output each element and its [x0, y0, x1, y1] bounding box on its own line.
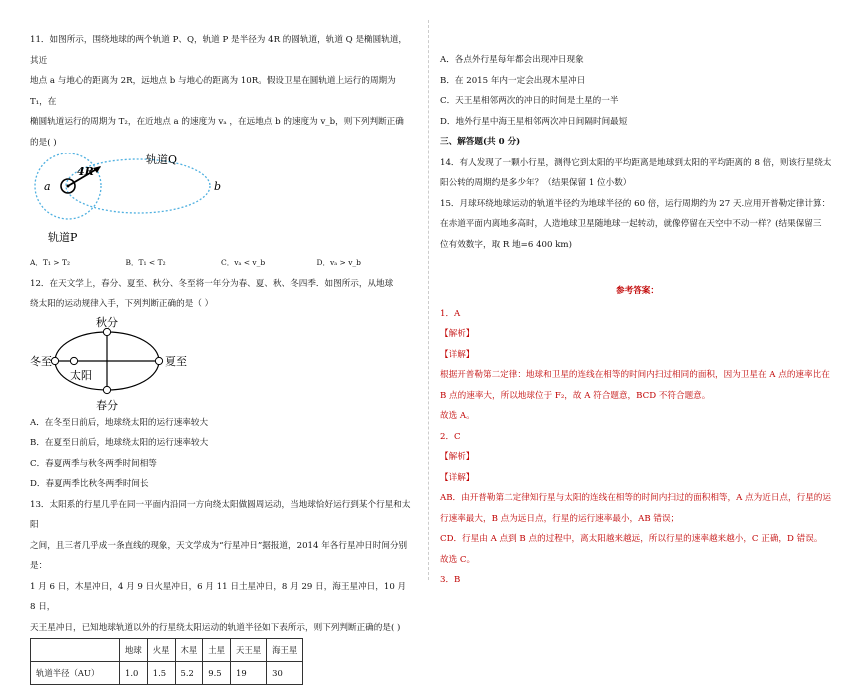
spring-label: 春分 [96, 398, 118, 412]
right-column [440, 0, 835, 591]
table-header-cell: 木星 [175, 639, 203, 662]
section-heading: 三、解答题(共 0 分) [440, 137, 521, 147]
answers-title: 参考答案： [616, 286, 659, 296]
q11-text-3: 椭圆轨道运行的周期为 T₂，在近地点 a 的速度为 vₐ ，在远地点 b 的速度为 v_b，则下列判断正确的是( ) [30, 117, 404, 148]
table-cell: 30 [267, 662, 303, 685]
q12-option-b[interactable]: B．在夏至日前后，地球绕太阳的运行速率较大 [30, 438, 209, 448]
spring-point-icon [103, 386, 110, 393]
q11-text-2: 地点 a 与地心的距离为 2R，远地点 b 与地心的距离为 10R。假设卫星在圆轨道上运行的周期为 T₁，在 [30, 76, 396, 107]
table-cell: 1.0 [120, 662, 148, 685]
q11-option-b[interactable]: B．T₁ < T₂ [125, 258, 166, 267]
orbit-diagram [30, 153, 412, 253]
q12-option-d[interactable]: D．春夏两季比秋冬两季时间长 [30, 479, 149, 489]
table-header-row [31, 639, 303, 662]
answer-3: 3．B [440, 575, 461, 585]
season-svg [30, 315, 230, 413]
orbit-q-label: 轨道Q [146, 153, 178, 166]
q14-text-1: 14．有人发现了一颗小行星，测得它到太阳的平均距离是地球到太阳的平均距离的 8 倍，则该行星绕太 [440, 157, 832, 168]
table-header-cell: 天王星 [231, 639, 267, 662]
winter-label: 冬至 [30, 354, 52, 368]
q11-text-1: 11．如图所示，围绕地球的两个轨道 P、Q，轨道 P 是半径为 4R 的圆轨道，轨道 Q 是椭圆轨道，其近 [30, 35, 408, 66]
answer-1-conclusion: 故选 A。 [440, 411, 475, 421]
table-cell: 5.2 [175, 662, 203, 685]
table-row [31, 662, 303, 685]
orbit-svg [30, 153, 230, 253]
answer-2-detail: 【详解】 [440, 472, 475, 483]
q11-option-d[interactable]: D．vₐ > v_b [316, 258, 361, 267]
q15-text-3: 位有效数字，取 R 地=6 400 km) [440, 239, 572, 250]
q11-option-c[interactable]: C．vₐ < v_b [221, 258, 266, 267]
q13-option-a[interactable]: A．各点外行星每年都会出现冲日现象 [440, 55, 584, 65]
answer-1-text-1: 根据开普勒第二定律：地球和卫星的连线在相等的时间内扫过相同的面积，因为卫星在 A 点的速率比在 [440, 370, 830, 380]
orbit-p-label: 轨道P [48, 231, 78, 244]
winter-point-icon [51, 357, 58, 364]
table-header-cell: 地球 [120, 639, 148, 662]
q12-text-2: 绕太阳的运动规律入手，下列判断正确的是（ ） [30, 299, 214, 309]
point-a-label: a [44, 180, 51, 193]
q13-text-1: 13．太阳系的行星几乎在同一平面内沿同一方向绕太阳做圆周运动，当地球恰好运行到某个行星和太阳 [30, 499, 411, 530]
sun-point-icon [70, 357, 77, 364]
planet-radius-table [30, 638, 303, 685]
table-cell: 19 [231, 662, 267, 685]
q13-text-2: 之间，且三者几乎成一条直线的现象，天文学成为“行星冲日”据报道，2014 年各行星冲日时间分别是： [30, 540, 408, 571]
answer-2-conclusion: 故选 C。 [440, 554, 476, 565]
answer-2-text-1: AB．由开普勒第二定律知行星与太阳的连线在相等的时间内扫过的面积相等，A 点为近日点，行星的运 [440, 493, 831, 503]
q13-option-c[interactable]: C．天王星相邻两次的冲日的时间是土星的一半 [440, 96, 619, 106]
q12-option-c[interactable]: C．春夏两季与秋冬两季时间相等 [30, 458, 157, 469]
answer-1-analysis: 【解析】 [440, 329, 475, 339]
answer-2-text-3: CD．行星由 A 点到 B 点的过程中，离太阳越来越远，所以行星的速率越来越小，C 正确，D 错误。 [440, 534, 823, 544]
autumn-point-icon [103, 328, 110, 335]
q13-option-d[interactable]: D．地外行星中海王星相邻两次冲日间隔时间最短 [440, 116, 628, 127]
q14-text-2: 阳公转的周期约是多少年？（结果保留 1 位小数） [440, 178, 632, 188]
answer-2-analysis: 【解析】 [440, 452, 475, 462]
table-row-label: 轨道半径（AU） [31, 662, 120, 685]
q15-text-2: 在赤道平面内离地多高时，人造地球卫星随地球一起转动，就像停留在天空中不动一样？(结果保留三 [440, 219, 822, 229]
q12-text-1: 12．在天文学上，春分、夏至、秋分、冬至将一年分为春、夏、秋、冬四季．如图所示，从地球 [30, 278, 394, 289]
answer-1-text-2: B 点的速率大，所以地球位于 F₂，故 A 符合题意，BCD 不符合题意。 [440, 390, 711, 401]
answer-2: 2．C [440, 431, 461, 442]
column-divider [428, 20, 429, 580]
q13-text-4: 天王星冲日，已知地球轨道以外的行星绕太阳运动的轨道半径如下表所示，则下列判断正确的是( ) [30, 622, 401, 633]
q11-option-a[interactable]: A．T₁ > T₂ [30, 258, 70, 267]
q11-options [30, 253, 412, 274]
summer-point-icon [155, 357, 162, 364]
q15-text-1: 15．月球环绕地球运动的轨道半径约为地球半径的 60 倍，运行周期约为 27 天.应用开普勒定律计算： [440, 198, 831, 209]
table-header-cell: 海王星 [267, 639, 303, 662]
summer-label: 夏至 [165, 354, 187, 368]
point-b-label: b [214, 180, 222, 193]
answer-1-detail: 【详解】 [440, 349, 475, 360]
sun-label: 太阳 [70, 368, 92, 382]
table-header-cell: 火星 [147, 639, 175, 662]
table-header-cell: 土星 [203, 639, 231, 662]
q13-option-b[interactable]: B．在 2015 年内一定会出现木星冲日 [440, 75, 586, 86]
radius-label: 4R [77, 165, 94, 178]
q12-option-a[interactable]: A．在冬至日前后，地球绕太阳的运行速率较大 [30, 417, 209, 428]
q13-text-3: 1 月 6 日，木星冲日，4 月 9 日火星冲日，6 月 11 日土星冲日，8 月 29 日，海王星冲日，10 月 8 日， [30, 581, 407, 612]
table-cell: 9.5 [203, 662, 231, 685]
answer-1: 1．A [440, 308, 461, 319]
autumn-label: 秋分 [96, 315, 118, 329]
answer-2-text-2: 行速率最大，B 点为远日点，行星的运行速率最小，AB 错误； [440, 513, 680, 524]
table-header-cell [31, 639, 120, 662]
season-diagram [30, 315, 412, 413]
left-column [30, 0, 412, 685]
table-cell: 1.5 [147, 662, 175, 685]
